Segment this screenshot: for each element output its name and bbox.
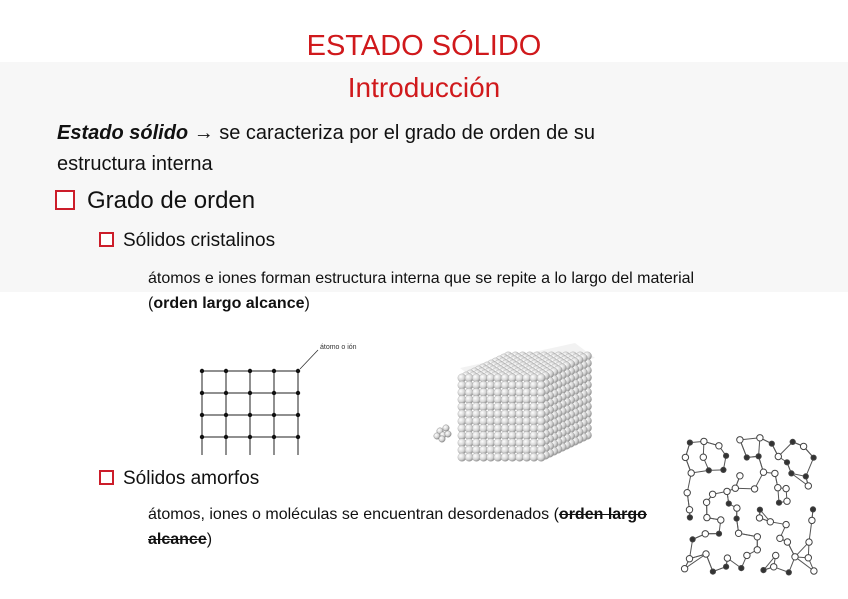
amorphous-atom-dark bbox=[789, 471, 794, 476]
lattice-atom bbox=[200, 391, 204, 395]
amorphous-atom-light bbox=[783, 485, 789, 491]
square-lattice-diagram bbox=[190, 335, 400, 455]
amorphous-atom-dark bbox=[784, 460, 789, 465]
amorphous-atom-dark bbox=[734, 516, 739, 521]
amorphous-atom-light bbox=[784, 539, 790, 545]
intro-text-line2: estructura interna bbox=[57, 153, 213, 175]
crystalline-description bbox=[148, 266, 708, 316]
amorphous-heading: Sólidos amorfos bbox=[123, 468, 260, 489]
amorphous-atom-light bbox=[800, 443, 806, 449]
amorphous-atom-light bbox=[702, 531, 708, 537]
amorphous-atom-light bbox=[734, 505, 740, 511]
amorphous-atom-light bbox=[737, 473, 743, 479]
amorphous-atom-light bbox=[771, 564, 777, 570]
amorphous-atom-light bbox=[700, 454, 706, 460]
amorphous-atom-light bbox=[735, 530, 741, 536]
lattice-atom bbox=[272, 369, 276, 373]
amorphous-atom-dark bbox=[757, 507, 762, 512]
cluster-sphere bbox=[443, 425, 449, 431]
amorphous-atom-dark bbox=[687, 515, 692, 520]
intro-paragraph bbox=[57, 118, 777, 180]
amorphous-description bbox=[148, 502, 668, 552]
amorphous-heading-row bbox=[99, 467, 259, 491]
amorphous-atom-dark bbox=[786, 570, 791, 575]
crystalline-heading: Sólidos cristalinos bbox=[123, 230, 276, 251]
amorphous-atom-light bbox=[737, 437, 743, 443]
amorphous-desc-close: ) bbox=[206, 531, 213, 548]
amorphous-atom-light bbox=[681, 566, 687, 572]
lattice-atom bbox=[296, 435, 300, 439]
label-pointer-line bbox=[300, 350, 318, 369]
amorphous-atom-dark bbox=[803, 474, 808, 479]
crystalline-desc-text: átomos e iones forman estructura interna que se repite a lo largo del material ( bbox=[148, 270, 695, 312]
lattice-atom-label: átomo o ión bbox=[320, 344, 357, 351]
crystalline-desc-bold: orden largo alcance bbox=[153, 295, 305, 312]
slide-subtitle: Introducción bbox=[347, 72, 501, 103]
amorphous-atom-light bbox=[724, 488, 730, 494]
crystal-cube-diagram bbox=[430, 338, 630, 468]
amorphous-atom-light bbox=[754, 547, 760, 553]
amorphous-atom-dark bbox=[810, 507, 815, 512]
amorphous-atom-dark bbox=[761, 568, 766, 573]
amorphous-atom-light bbox=[716, 443, 722, 449]
amorphous-atom-dark bbox=[744, 455, 749, 460]
amorphous-atom-light bbox=[772, 470, 778, 476]
crystal-sphere bbox=[537, 453, 545, 461]
lattice-atom bbox=[272, 435, 276, 439]
amorphous-atom-dark bbox=[690, 537, 695, 542]
amorphous-atom-light bbox=[783, 521, 789, 527]
amorphous-atom-light bbox=[682, 454, 688, 460]
lattice-atom bbox=[224, 435, 228, 439]
amorphous-atom-light bbox=[806, 539, 812, 545]
slide-title: ESTADO SÓLIDO bbox=[306, 30, 542, 62]
amorphous-atom-light bbox=[724, 555, 730, 561]
amorphous-atom-light bbox=[773, 552, 779, 558]
crystalline-heading-row bbox=[99, 229, 275, 253]
amorphous-atom-light bbox=[704, 514, 710, 520]
amorphous-atom-light bbox=[688, 470, 694, 476]
amorphous-atom-dark bbox=[811, 455, 816, 460]
crystalline-desc-close: ) bbox=[304, 295, 310, 312]
amorphous-atom-dark bbox=[726, 501, 731, 506]
red-square-outline-icon bbox=[55, 190, 75, 210]
lattice-atom bbox=[248, 435, 252, 439]
amorphous-atom-dark bbox=[776, 500, 781, 505]
lattice-atom bbox=[248, 413, 252, 417]
arrow-icon: → bbox=[193, 122, 214, 144]
amorphous-network-diagram bbox=[680, 432, 825, 582]
amorphous-atom-dark bbox=[756, 454, 761, 459]
intro-text-line1: se caracteriza por el grado de orden de su bbox=[213, 122, 596, 144]
lattice-atom bbox=[200, 369, 204, 373]
lattice-atom bbox=[248, 391, 252, 395]
amorphous-atom-light bbox=[809, 517, 815, 523]
amorphous-atom-light bbox=[744, 552, 750, 558]
amorphous-atom-dark bbox=[687, 440, 692, 445]
intro-term: Estado sólido bbox=[57, 122, 189, 144]
amorphous-atom-dark bbox=[721, 467, 726, 472]
lattice-atom bbox=[272, 391, 276, 395]
amorphous-atom-dark bbox=[724, 453, 729, 458]
amorphous-desc-text: átomos, iones o moléculas se encuentran desordenados ( bbox=[148, 506, 559, 523]
lattice-atom bbox=[224, 391, 228, 395]
amorphous-atom-light bbox=[775, 453, 781, 459]
section-heading: Grado de orden bbox=[87, 187, 256, 214]
section-heading-row bbox=[55, 186, 255, 216]
amorphous-atom-light bbox=[754, 534, 760, 540]
lattice-atom bbox=[200, 435, 204, 439]
amorphous-atom-light bbox=[775, 485, 781, 491]
lattice-atom bbox=[224, 369, 228, 373]
cluster-sphere bbox=[439, 436, 445, 442]
lattice-atom bbox=[200, 413, 204, 417]
amorphous-atom-light bbox=[811, 568, 817, 574]
amorphous-atom-light bbox=[760, 469, 766, 475]
amorphous-atom-light bbox=[757, 435, 763, 441]
amorphous-atom-light bbox=[805, 555, 811, 561]
amorphous-atom-light bbox=[792, 554, 798, 560]
amorphous-atom-light bbox=[777, 535, 783, 541]
red-square-outline-icon bbox=[99, 470, 114, 485]
amorphous-atom-light bbox=[703, 551, 709, 557]
amorphous-atom-light bbox=[784, 498, 790, 504]
amorphous-atom-dark bbox=[739, 566, 744, 571]
amorphous-atom-light bbox=[767, 519, 773, 525]
cluster-sphere bbox=[445, 431, 451, 437]
red-square-outline-icon bbox=[99, 232, 114, 247]
amorphous-atom-light bbox=[756, 515, 762, 521]
lattice-atom bbox=[272, 413, 276, 417]
lattice-atom bbox=[296, 369, 300, 373]
amorphous-atom-dark bbox=[724, 564, 729, 569]
amorphous-atom-dark bbox=[706, 468, 711, 473]
amorphous-atom-light bbox=[805, 483, 811, 489]
lattice-atom bbox=[296, 413, 300, 417]
lattice-atom bbox=[248, 369, 252, 373]
amorphous-atom-light bbox=[732, 485, 738, 491]
amorphous-atom-light bbox=[701, 438, 707, 444]
amorphous-atom-light bbox=[751, 486, 757, 492]
amorphous-atom-dark bbox=[710, 569, 715, 574]
amorphous-atom-dark bbox=[769, 441, 774, 446]
amorphous-atom-light bbox=[686, 507, 692, 513]
amorphous-atom-light bbox=[684, 490, 690, 496]
lattice-atom bbox=[296, 391, 300, 395]
lattice-atom bbox=[224, 413, 228, 417]
amorphous-atom-dark bbox=[790, 439, 795, 444]
amorphous-atom-light bbox=[686, 556, 692, 562]
amorphous-desc-struck: orden largo alcance bbox=[148, 506, 647, 548]
amorphous-atom-dark bbox=[716, 531, 721, 536]
amorphous-atom-light bbox=[703, 499, 709, 505]
amorphous-atom-light bbox=[718, 517, 724, 523]
amorphous-atom-light bbox=[709, 491, 715, 497]
